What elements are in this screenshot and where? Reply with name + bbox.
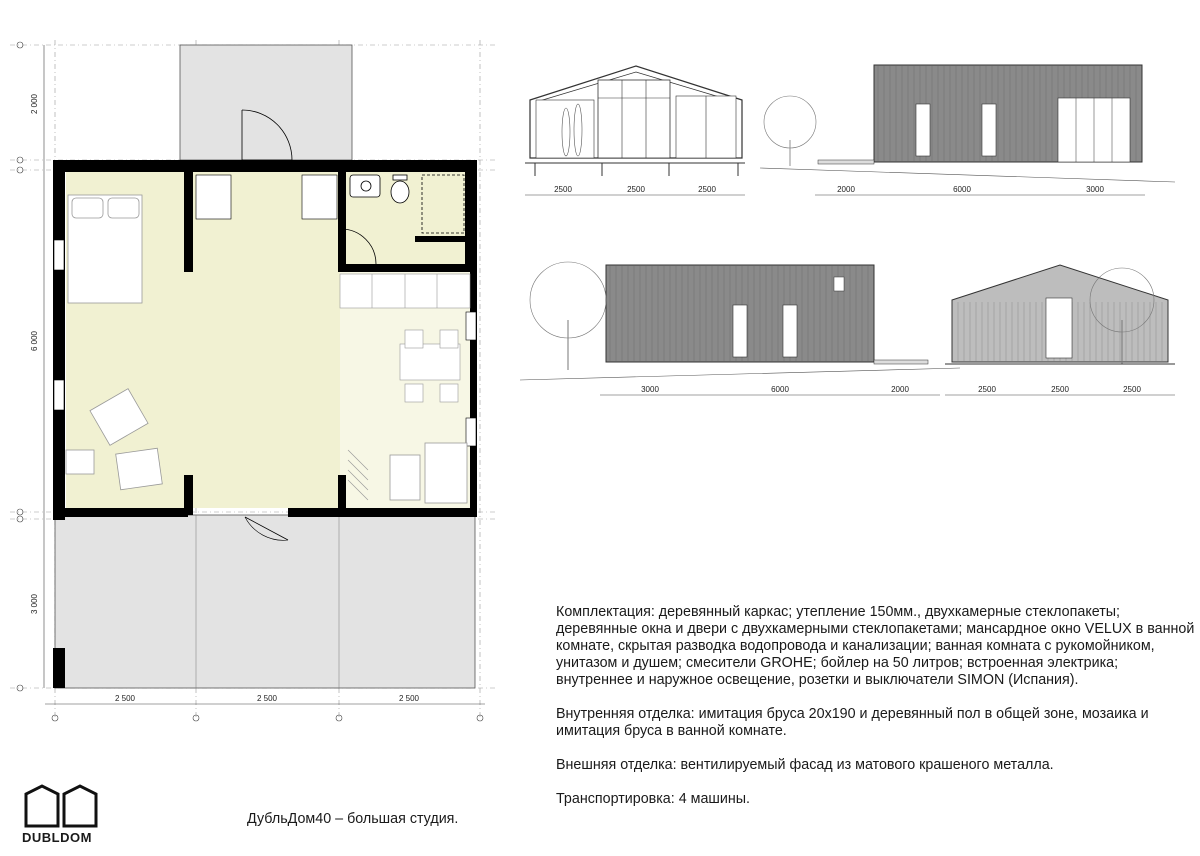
logo-wordmark: DUBLDOM [22, 830, 92, 845]
desc-kit: Комплектация: деревянный каркас; утепление 150мм., двухкамерные стеклопакеты; деревянные окна и двери с двухкамерными стеклопакетами; мансардное окно VELUX в ванной комнате, скрытая разводка водопровода и канализации; ванная комната с рукомойником, унитазом и душем; смесители GROHE; бойлер на 50 литров; встроенная электрика; внутреннее и наружное освещение, розетки и выключатели SIMON (Испания). [556, 604, 1195, 688]
elevation-side-right [760, 65, 1175, 195]
double-house-icon [22, 784, 100, 828]
dubldom-logo [22, 784, 100, 846]
elevation-front [525, 66, 745, 195]
dim-left-3000: 3 000 [30, 593, 39, 615]
front-dim-a: 2500 [554, 185, 572, 194]
front-dim-c: 2500 [698, 185, 716, 194]
side-left-dim-a: 3000 [641, 385, 659, 394]
side-right-dim-b: 6000 [953, 185, 971, 194]
back-dim-b: 2500 [1051, 385, 1069, 394]
elevation-side-left [520, 262, 960, 395]
front-dim-b: 2500 [627, 185, 645, 194]
project-caption: ДубльДом40 – большая студия. [247, 811, 459, 827]
dim-left-6000: 6 000 [30, 330, 39, 352]
dim-bottom-a: 2 500 [114, 694, 136, 703]
side-left-dim-b: 6000 [771, 385, 789, 394]
dim-bottom-c: 2 500 [398, 694, 420, 703]
side-right-dim-a: 2000 [837, 185, 855, 194]
description-block [556, 604, 1196, 825]
dim-left-2000: 2 000 [30, 93, 39, 115]
desc-exterior: Внешняя отделка: вентилируемый фасад из матового крашеного металла. [556, 757, 1054, 773]
back-dim-a: 2500 [978, 385, 996, 394]
elevation-back [945, 265, 1175, 395]
back-dim-c: 2500 [1123, 385, 1141, 394]
dim-bottom-b: 2 500 [256, 694, 278, 703]
elevations [0, 0, 1200, 420]
side-right-dim-c: 3000 [1086, 185, 1104, 194]
desc-transport: Транспортировка: 4 машины. [556, 791, 751, 807]
desc-interior: Внутренняя отделка: имитация бруса 20х190 и деревянный пол в общей зоне, мозаика и имитация бруса в ванной комнате. [556, 706, 1149, 739]
side-left-dim-c: 2000 [891, 385, 909, 394]
terrace-deck [55, 515, 475, 688]
